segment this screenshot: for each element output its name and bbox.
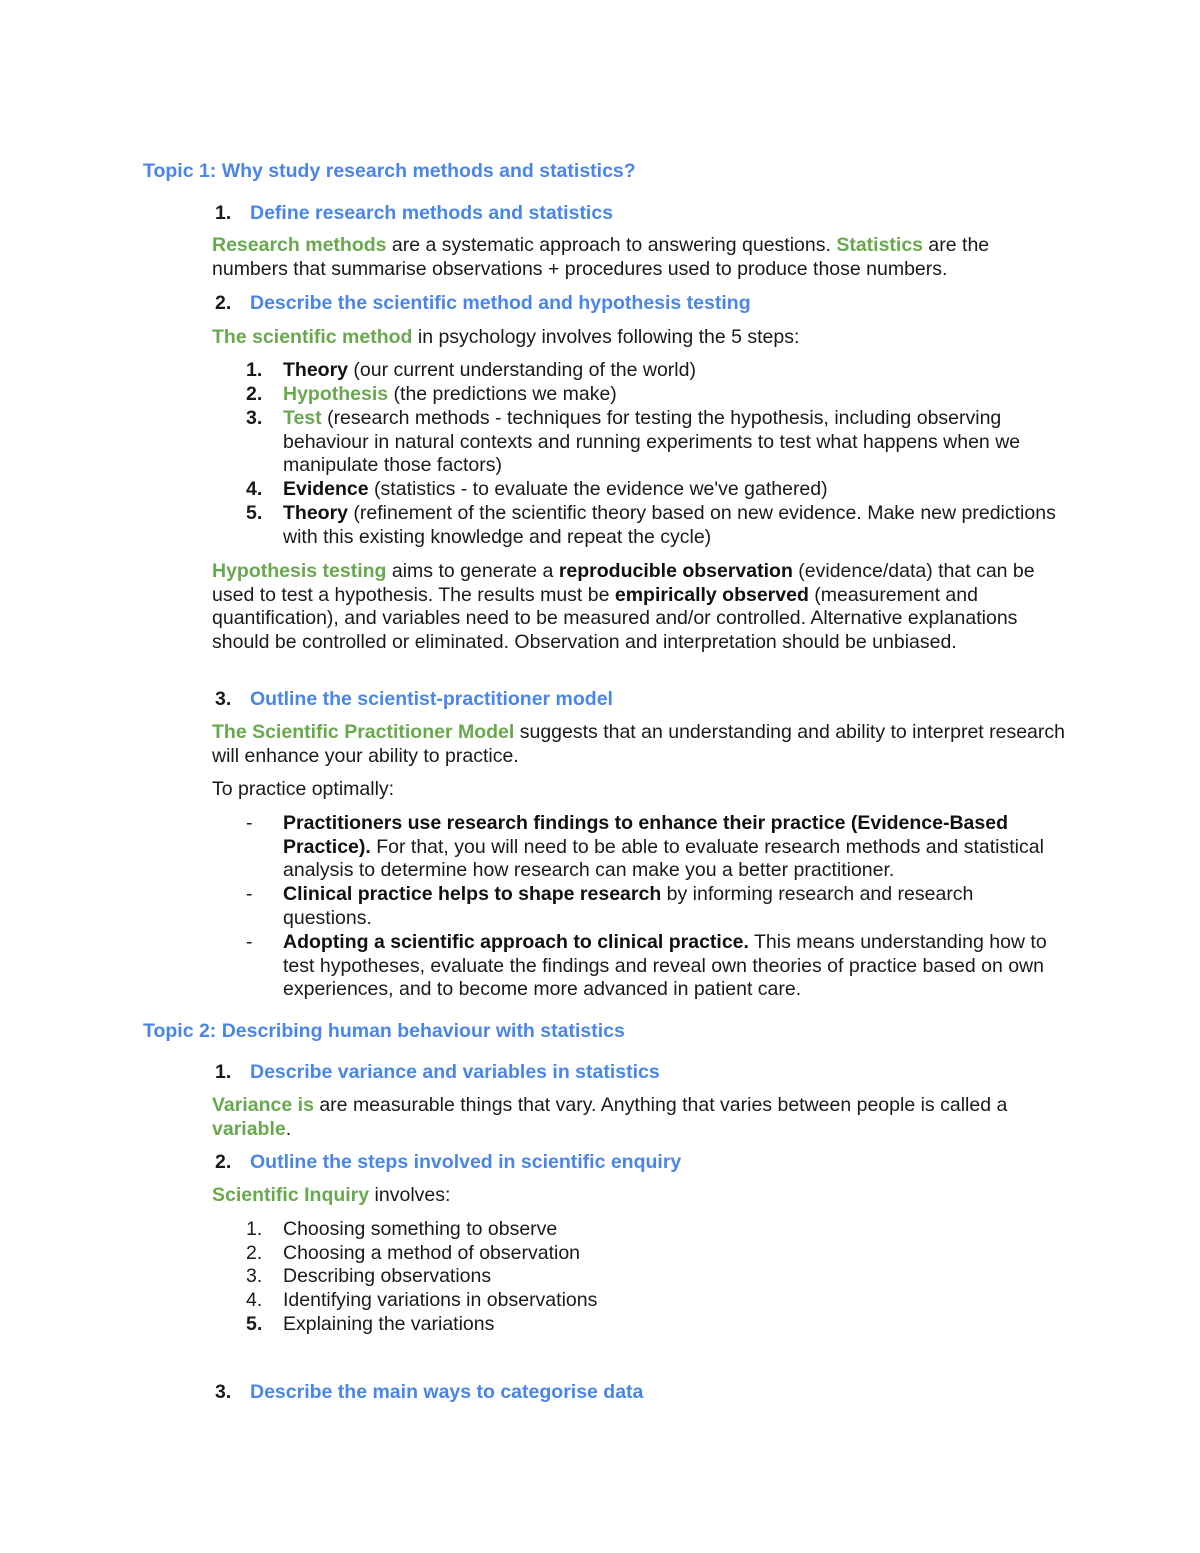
- term-hypothesis-testing: Hypothesis testing: [212, 560, 387, 582]
- text: aims to generate a: [386, 560, 559, 582]
- bold-text: Adopting a scientific approach to clinical practice.: [283, 931, 749, 953]
- section-2-2-heading: [215, 1151, 681, 1175]
- text: (refinement of the scientific theory based on new evidence. Make new predictions with this existing knowledge and repeat the cycle): [283, 502, 1056, 548]
- list-item: [246, 931, 1066, 1002]
- list-item: [246, 1265, 1066, 1289]
- section-2-1-heading: [215, 1061, 660, 1085]
- text: (measurement and quantification), and variables need to be measured and/or controlled. Alternative explanations should be controlled or eliminated. Observation and interpretation should be unbiased.: [212, 583, 1018, 653]
- practice-optimally-text: To practice optimally:: [212, 778, 395, 800]
- text: (statistics -: [368, 478, 473, 500]
- list-text: Choosing a method of observation: [283, 1242, 581, 1264]
- list-text: Choosing something to observe: [283, 1218, 558, 1240]
- scientific-inquiry-intro: [212, 1184, 1067, 1208]
- text: to evaluate the evidence we've gathered): [472, 478, 828, 500]
- list-number: 3.: [246, 1265, 263, 1287]
- term-scientific-practitioner-model: The Scientific Practitioner Model: [212, 721, 515, 743]
- bullet-dash: -: [246, 812, 253, 834]
- text: (research methods - techniques for testing the hypothesis, including observing behaviour in natural contexts and running experiments to test what happens when we manipulate those factors): [283, 407, 1021, 476]
- term-statistics: Statistics: [836, 234, 924, 256]
- list-item: [246, 383, 1066, 407]
- bold-text: Practitioners use research findings to enhance their practice (Evidence-Based Practice).: [283, 812, 1008, 858]
- topic-1-heading: Topic 1: Why study research methods and statistics?: [143, 160, 636, 182]
- section-number: 2.: [215, 292, 232, 314]
- list-item: [246, 1218, 1066, 1242]
- bullet-dash: -: [246, 931, 253, 953]
- text: (evidence/data) that can be used to test a hypothesis. The results must be: [212, 560, 1035, 606]
- hypothesis-testing-paragraph: [212, 560, 1067, 654]
- variance-definition: [212, 1094, 1067, 1141]
- text: in psychology involves following the 5 steps:: [412, 326, 800, 348]
- bold-text: empirically observed: [614, 583, 809, 606]
- list-item: [246, 1242, 1066, 1266]
- step-term: Hypothesis: [283, 383, 389, 405]
- section-title: Describe the scientific method and hypothesis testing: [250, 292, 751, 314]
- section-title: Outline the scientist-practitioner model: [250, 688, 613, 710]
- section-number: 3.: [215, 1381, 232, 1403]
- list-number: 5.: [246, 1313, 263, 1335]
- section-1-3-heading: [215, 688, 613, 712]
- step-term: Evidence: [283, 478, 369, 500]
- list-number: 5.: [246, 502, 263, 524]
- step-term: Test: [283, 407, 322, 429]
- step-term: Theory: [283, 359, 349, 381]
- list-text: Explaining the variations: [283, 1313, 495, 1335]
- list-item: [246, 502, 1066, 549]
- list-item: [246, 1289, 1066, 1313]
- term-scientific-inquiry: Scientific Inquiry: [212, 1184, 370, 1206]
- section-title: Define research methods and statistics: [250, 202, 614, 224]
- list-item: [246, 359, 1066, 383]
- term-research-methods: Research methods: [212, 234, 387, 256]
- text: .: [285, 1117, 292, 1140]
- section-2-3-heading: [215, 1381, 643, 1405]
- text: This means understanding how to test hypotheses, evaluate the findings and reveal own theories of practice based on own experiences, and to become more advanced in patient care.: [283, 931, 1047, 1000]
- section-number: 1.: [215, 202, 232, 224]
- list-item: [246, 812, 1066, 883]
- list-text: Describing observations: [283, 1265, 492, 1287]
- section-1-2-heading: [215, 292, 751, 316]
- term-scientific-method: The scientific method: [212, 326, 413, 348]
- section-number: 1.: [215, 1061, 232, 1083]
- list-item: [246, 883, 1066, 930]
- section-number: 3.: [215, 688, 232, 710]
- list-number: 2.: [246, 1242, 263, 1264]
- list-text: Identifying variations in observations: [283, 1289, 598, 1311]
- list-number: 1.: [246, 359, 263, 381]
- bold-text: Clinical practice helps to shape research: [283, 883, 662, 905]
- text: suggests that an understanding and ability to interpret research will enhance your ability to practice.: [212, 721, 1065, 767]
- text: are the numbers that summarise observations + procedures used to produce those numbers.: [212, 234, 990, 280]
- list-number: 3.: [246, 407, 263, 429]
- section-number: 2.: [215, 1151, 232, 1173]
- section-1-1-heading: [215, 202, 613, 226]
- step-term: Theory: [283, 502, 349, 524]
- list-number: 1.: [246, 1218, 263, 1240]
- section-title: Describe variance and variables in statistics: [250, 1061, 660, 1083]
- list-number: 2.: [246, 383, 263, 405]
- list-number: 4.: [246, 478, 263, 500]
- term-variance: Variance is: [212, 1094, 314, 1116]
- text: are measurable things that vary. Anything that varies between people is called a: [313, 1094, 1008, 1116]
- scientific-method-intro: [212, 326, 1067, 350]
- text: involves:: [369, 1184, 451, 1206]
- topic-2-heading: Topic 2: Describing human behaviour with statistics: [143, 1020, 625, 1042]
- list-item: [246, 478, 1066, 502]
- section-title: Describe the main ways to categorise data: [250, 1381, 644, 1403]
- list-item: [246, 1313, 1066, 1337]
- text: (the predictions we make): [388, 383, 617, 405]
- text: For that, you will need to be able to evaluate research methods and statistical analysis to determine how research can make you a better practitioner.: [283, 835, 1044, 881]
- research-methods-definition: [212, 234, 1067, 281]
- list-number: 4.: [246, 1289, 263, 1311]
- term-variable: variable: [212, 1117, 286, 1140]
- section-title: Outline the steps involved in scientific enquiry: [250, 1151, 682, 1173]
- bullet-dash: -: [246, 883, 253, 905]
- scientific-practitioner-definition: [212, 721, 1067, 768]
- text: by informing research and research questions.: [283, 883, 974, 929]
- list-item: [246, 407, 1066, 478]
- bold-text: reproducible observation: [558, 560, 793, 582]
- text: are a systematic approach to answering questions.: [386, 234, 837, 256]
- text: (our current understanding of the world): [348, 359, 696, 381]
